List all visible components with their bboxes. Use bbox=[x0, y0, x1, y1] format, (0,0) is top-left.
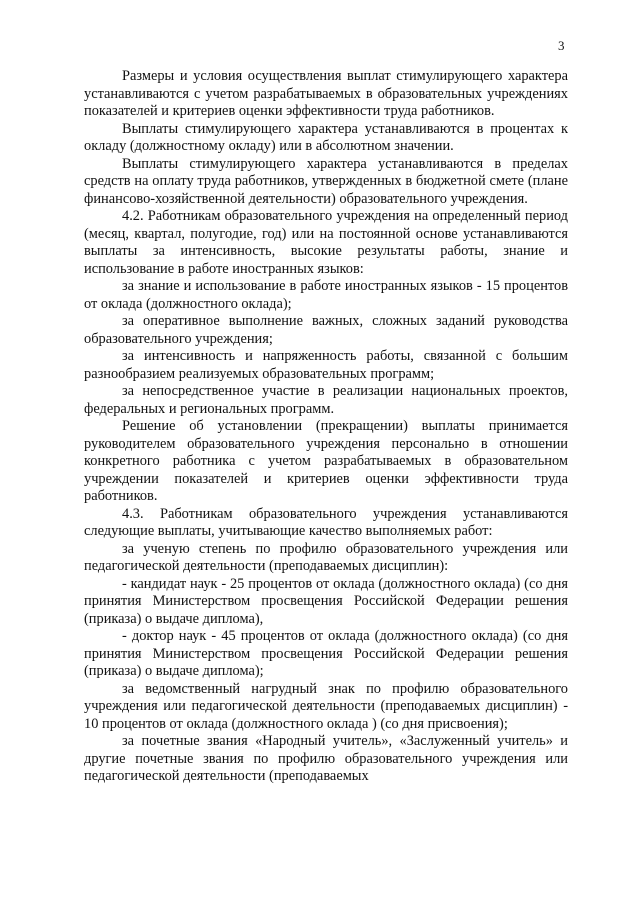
list-item-intensity: за интенсивность и напряженность работы, связанной с большим разнообразием реализуемых образовательных программ; bbox=[84, 348, 568, 382]
list-item-foreign-languages: за знание и использование в работе иностранных языков - 15 процентов от оклада (должностного оклада); bbox=[84, 278, 568, 312]
list-item-academic-degree: за ученую степень по профилю образовательного учреждения или педагогической деятельности (преподаваемых дисциплин): bbox=[84, 540, 568, 574]
list-item-important-tasks: за оперативное выполнение важных, сложных заданий руководства образовательного учреждения; bbox=[84, 313, 568, 347]
page-number: 3 bbox=[558, 38, 565, 53]
list-item-doctor-of-sciences: - доктор наук - 45 процентов от оклада (должностного оклада) (со дня принятия Министерством просвещения Российской Федерации решения (приказа) о выдаче диплома); bbox=[84, 628, 568, 679]
paragraph-decision: Решение об установлении (прекращении) выплаты принимается руководителем образовательного учреждения персонально в отношении конкретного работника с учетом разрабатываемых в образовательном учреждении показателей и критериев оценки эффективности труда работников. bbox=[84, 418, 568, 504]
paragraph-budget-limits: Выплаты стимулирующего характера устанавливаются в пределах средств на оплату труда работников, утвержденных в бюджетной смете (плане финансово-хозяйственной деятельности) образовательного учреждения. bbox=[84, 155, 568, 207]
paragraph-percent-or-absolute: Выплаты стимулирующего характера устанавливаются в процентах к окладу (должностному окладу) или в абсолютном значении. bbox=[84, 120, 568, 154]
paragraph-stimulating-conditions: Размеры и условия осуществления выплат стимулирующего характера устанавливаются с учетом разрабатываемых в образовательных учреждениях показателей и критериев оценки эффективности труда работников. bbox=[84, 68, 568, 119]
list-item-honorary-titles: за почетные звания «Народный учитель», «Заслуженный учитель» и другие почетные звания по профилю образовательного учреждения или педагогической деятельности (преподаваемых bbox=[84, 733, 568, 784]
list-item-candidate-of-sciences: - кандидат наук - 25 процентов от оклада (должностного оклада) (со дня принятия Министерством просвещения Российской Федерации решения (приказа) о выдаче диплома), bbox=[84, 575, 568, 627]
paragraph-section-4-2: 4.2. Работникам образовательного учреждения на определенный период (месяц, квартал, полугодие, год) или на постоянной основе устанавливаются выплаты за интенсивность, высокие результаты работы, знание и использование в работе иностранных языков: bbox=[84, 208, 568, 277]
document-body bbox=[84, 68, 568, 786]
list-item-departmental-badge: за ведомственный нагрудный знак по профилю образовательного учреждения или педагогической деятельности (преподаваемых дисциплин) - 10 процентов от оклада (должностного оклада ) (со дня присвоения); bbox=[84, 680, 568, 732]
list-item-national-projects: за непосредственное участие в реализации национальных проектов, федеральных и региональных программ. bbox=[84, 383, 568, 417]
paragraph-section-4-3: 4.3. Работникам образовательного учреждения устанавливаются следующие выплаты, учитывающие качество выполняемых работ: bbox=[84, 505, 568, 539]
